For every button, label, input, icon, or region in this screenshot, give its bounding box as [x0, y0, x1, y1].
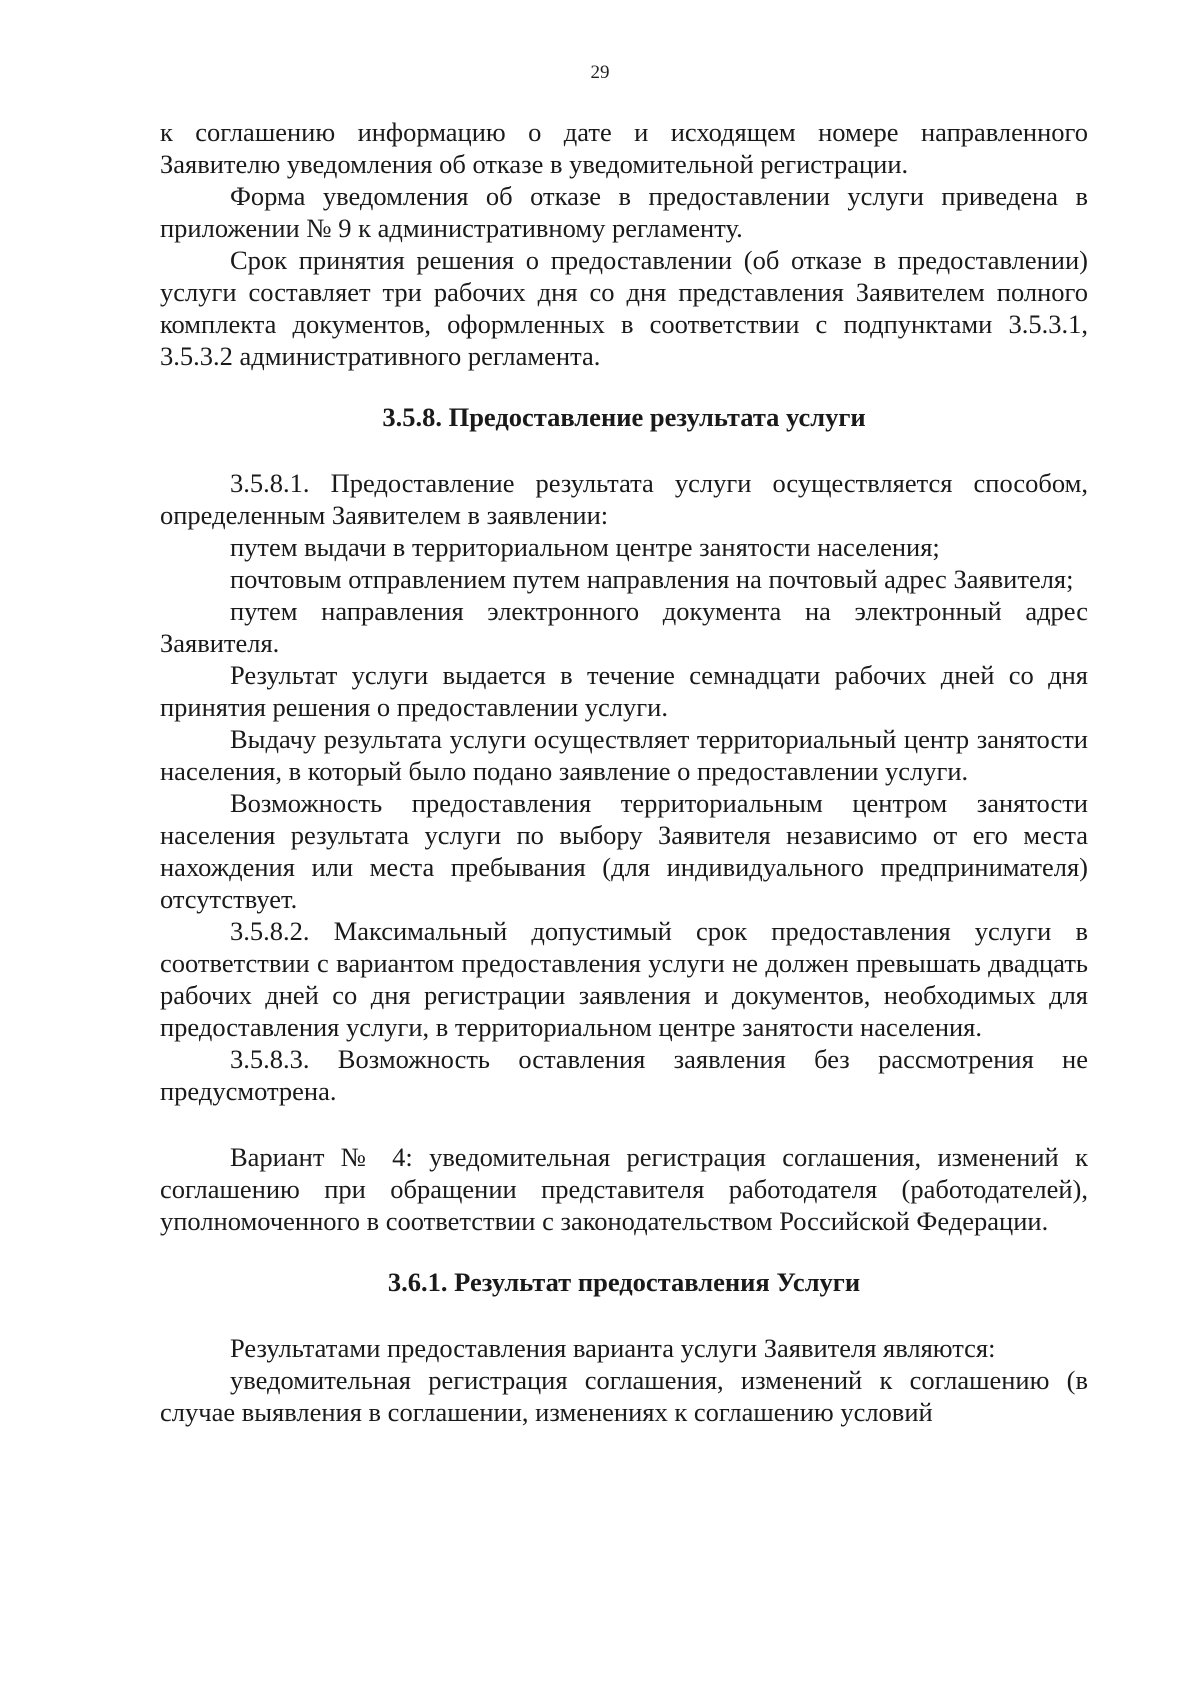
paragraph: Выдачу результата услуги осуществляет территориальный центр занятости населения, в который было подано заявление о предоставлении услуги. [160, 724, 1088, 786]
paragraph: 3.5.8.3. Возможность оставления заявления без рассмотрения не предусмотрена. [160, 1044, 1088, 1106]
section-heading: 3.6.1. Результат предоставления Услуги [387, 1267, 861, 1297]
paragraph: Возможность предоставления территориальным центром занятости населения результата услуги по выбору Заявителя независимо от его места нахождения или места пребывания (для индивидуального предпринимателя) отсутствует. [160, 788, 1088, 914]
list-item: путем направления электронного документа на электронный адрес Заявителя. [160, 596, 1088, 658]
paragraph: Форма уведомления об отказе в предоставлении услуги приведена в приложении № 9 к административному регламенту. [160, 181, 1088, 243]
paragraph: 3.5.8.2. Максимальный допустимый срок предоставления услуги в соответствии с вариантом предоставления услуги не должен превышать двадцать рабочих дней со дня регистрации заявления и документов, необходимых для предоставления услуги, в территориальном центре занятости населения. [160, 916, 1088, 1042]
list-item: путем выдачи в территориальном центре занятости населения; [230, 532, 940, 562]
paragraph: Результат услуги выдается в течение семнадцати рабочих дней со дня принятия решения о предоставлении услуги. [160, 660, 1088, 722]
paragraph: 3.5.8.1. Предоставление результата услуги осуществляется способом, определенным Заявителем в заявлении: [160, 468, 1088, 530]
variant-paragraph: Вариант № 4: уведомительная регистрация соглашения, изменений к соглашению при обращении представителя работодателя (работодателей), уполномоченного в соответствии с законодательством Российской Федерации. [160, 1142, 1088, 1236]
paragraph: Результатами предоставления варианта услуги Заявителя являются: [230, 1333, 996, 1363]
section-heading: 3.5.8. Предоставление результата услуги [382, 402, 866, 432]
list-item: почтовым отправлением путем направления на почтовый адрес Заявителя; [230, 564, 1074, 594]
page-number: 29 [590, 62, 610, 83]
document-body [160, 116, 1088, 1428]
paragraph: Срок принятия решения о предоставлении (об отказе в предоставлении) услуги составляет три рабочих дня со дня представления Заявителем полного комплекта документов, оформленных в соответствии с подпунктами 3.5.3.1, 3.5.3.2 административного регламента. [160, 245, 1088, 371]
paragraph: к соглашению информацию о дате и исходящем номере направленного Заявителю уведомления об отказе в уведомительной регистрации. [160, 117, 1088, 179]
paragraph: уведомительная регистрация соглашения, изменений к соглашению (в случае выявления в соглашении, изменениях к соглашению условий [160, 1365, 1088, 1427]
